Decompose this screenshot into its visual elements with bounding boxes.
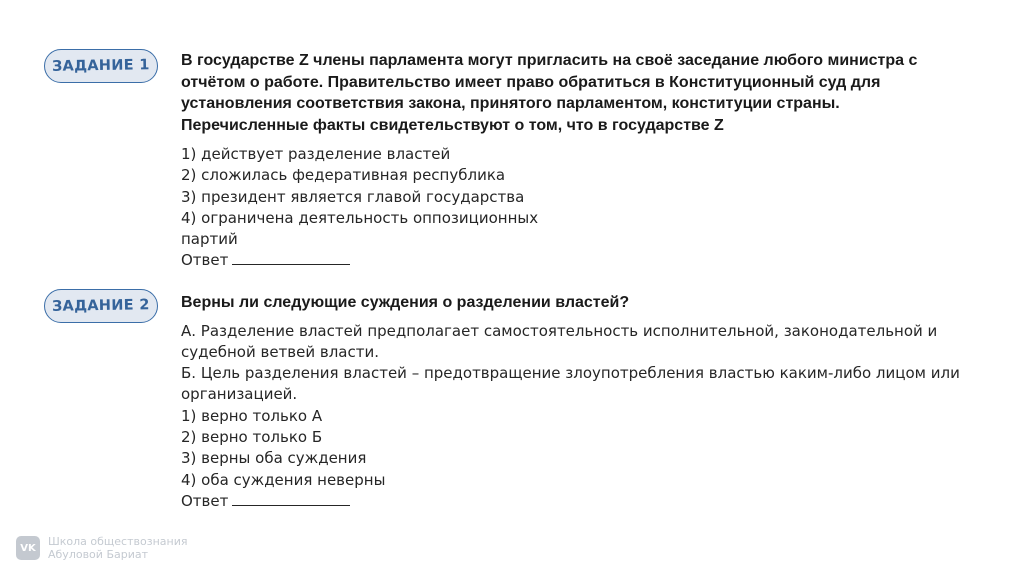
task-1-options <box>181 144 917 272</box>
task-1-badge-label: ЗАДАНИЕ 1 <box>52 57 150 75</box>
footer-line-2: Абуловой Бариат <box>48 548 149 561</box>
task-1-question-line: установления соответствия закона, принятого парламентом, конституции страны. <box>181 95 840 112</box>
task-2-answer-label: Ответ <box>181 491 229 510</box>
task-2-line: А. Разделение властей предполагает самостоятельность исполнительной, законодательной и <box>181 321 938 340</box>
task-1 <box>181 50 917 272</box>
footer-text <box>48 535 187 561</box>
task-1-question-line: отчётом о работе. Правительство имеет право обратиться в Конституционный суд для <box>181 73 881 91</box>
task-2-badge-label: ЗАДАНИЕ 2 <box>52 297 150 315</box>
task-2-option: 1) верно только А <box>181 406 323 425</box>
task-1-answer <box>181 250 917 271</box>
task-2-line: судебной ветвей власти. <box>181 342 379 361</box>
footer-line-1: Школа обществознания <box>48 535 188 548</box>
task-1-option: партий <box>181 230 238 249</box>
task-2-question: Верны ли следующие суждения о разделении властей? <box>181 294 630 311</box>
task-2-line: Б. Цель разделения властей – предотвращение злоупотребления властью каким-либо лицом или <box>181 364 960 383</box>
task-1-question-line: В государстве Z члены парламента могут пригласить на своё заседание любого министра с <box>181 52 918 69</box>
task-1-option: 1) действует разделение властей <box>181 145 451 163</box>
task-2-line: организацией. <box>181 385 298 404</box>
task-1-answer-label: Ответ <box>181 251 229 270</box>
task-2-option: 3) верны оба суждения <box>181 449 367 468</box>
task-1-option: 4) ограничена деятельность оппозиционных <box>181 208 539 227</box>
task-2-option: 4) оба суждения неверны <box>181 470 386 489</box>
task-2-answer <box>181 491 960 512</box>
task-2-body <box>181 321 960 513</box>
task-2-answer-blank[interactable] <box>232 491 350 506</box>
task-2-badge <box>44 289 158 323</box>
vk-logo-icon: VK <box>16 536 40 560</box>
task-1-option: 3) президент является главой государства <box>181 187 525 206</box>
task-2 <box>181 292 960 512</box>
footer-watermark <box>16 535 187 561</box>
task-1-badge <box>44 49 158 83</box>
task-1-option: 2) сложилась федеративная республика <box>181 166 506 185</box>
task-1-question <box>181 50 917 136</box>
task-1-question-line: Перечисленные факты свидетельствуют о том, что в государстве Z <box>181 116 724 134</box>
task-1-answer-blank[interactable] <box>232 250 350 265</box>
task-2-option: 2) верно только Б <box>181 427 323 446</box>
